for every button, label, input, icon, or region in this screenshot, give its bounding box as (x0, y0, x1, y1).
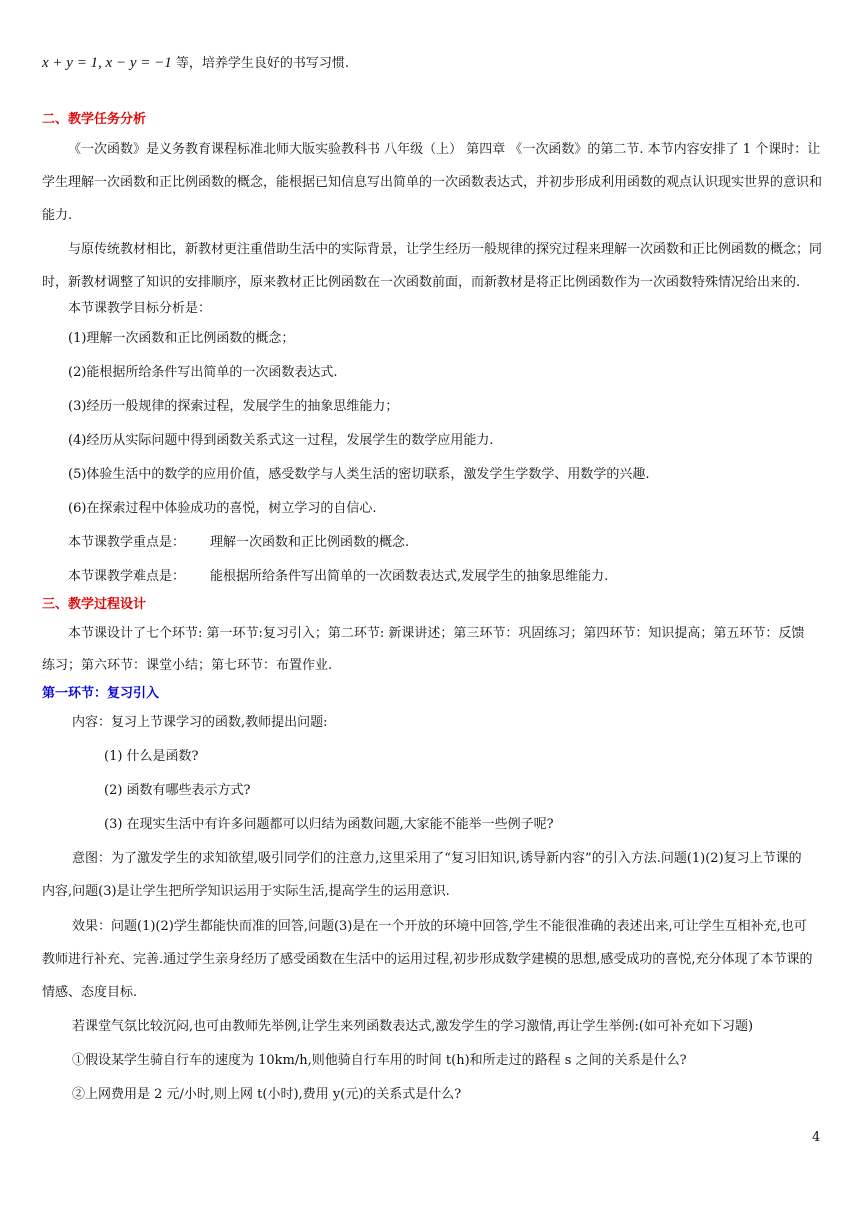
effect-line: 教师进行补充、完善.通过学生亲身经历了感受函数在生活中的运用过程,初步形成数学建模的思想,感受成功的喜悦,充分体现了本节课的 (42, 952, 813, 967)
intro-text: 等，培养学生良好的书写习惯. (175, 56, 350, 71)
goal-item: (6)在探索过程中体验成功的喜悦，树立学习的自信心. (68, 501, 377, 516)
example-item: ②上网费用是 2 元/小时,则上网 t(小时),费用 y(元)的关系式是什么? (72, 1087, 462, 1102)
goals-intro: 本节课教学目标分析是： (68, 301, 212, 316)
section-heading-process-design: 三、教学过程设计 (42, 597, 147, 612)
goal-item: (3)经历一般规律的探索过程，发展学生的抽象思维能力； (68, 399, 399, 414)
paragraph-line: 练习；第六环节：课堂小结；第七环节：布置作业. (42, 658, 333, 673)
intent-line: 意图：为了激发学生的求知欲望,吸引同学们的注意力,这里采用了“复习旧知识,诱导新内容”的引入方法.问题(1)(2)复习上节课的 (72, 851, 802, 866)
goal-item: (5)体验生活中的数学的应用价值，感受数学与人类生活的密切联系，激发学生学数学、用数学的兴趣. (68, 467, 650, 482)
question-item: (3) 在现实生活中有许多问题都可以归结为函数问题,大家能不能举一些例子呢? (104, 817, 554, 832)
extra-line: 若课堂气氛比较沉闷,也可由教师先举例,让学生来列函数表达式,激发学生的学习激情,再让学生举例:(如可补充如下习题) (72, 1019, 754, 1034)
effect-line: 效果：问题(1)(2)学生都能快而准的回答,问题(3)是在一个开放的环境中回答,学生不能很准确的表述出来,可让学生互相补充,也可 (72, 919, 807, 934)
paragraph-line: 学生理解一次函数和正比例函数的概念，能根据已知信息写出简单的一次函数表达式，并初步形成利用函数的观点认识现实世界的意识和 (42, 175, 823, 190)
intent-line: 内容,问题(3)是让学生把所学知识运用于实际生活,提高学生的运用意识. (42, 884, 450, 899)
difficulty-text: 能根据所给条件写出简单的一次函数表达式,发展学生的抽象思维能力. (210, 569, 609, 584)
intro-line (42, 54, 349, 73)
step1-heading: 第一环节：复习引入 (42, 686, 160, 701)
example-item: ①假设某学生骑自行车的速度为 10km/h,则他骑自行车用的时间 t(h)和所走过的路程 s 之间的关系是什么? (72, 1053, 687, 1068)
paragraph-line: 《一次函数》是义务教育课程标准北师大版实验教科书 八年级（上） 第四章 《一次函数》的第二节. 本节内容安排了 1 个课时：让 (68, 142, 821, 157)
step1-content: 内容：复习上节课学习的函数,教师提出问题: (72, 715, 328, 730)
effect-line: 情感、态度目标. (42, 985, 138, 1000)
paragraph-line: 本节课设计了七个环节: 第一环节:复习引入；第二环节: 新课讲述；第三环节：巩固练习；第四环节：知识提高；第五环节：反馈 (68, 626, 805, 641)
difficulty-label: 本节课教学难点是： (68, 569, 186, 584)
goal-item: (1)理解一次函数和正比例函数的概念； (68, 331, 295, 346)
goal-item: (4)经历从实际问题中得到函数关系式这一过程，发展学生的数学应用能力. (68, 433, 494, 448)
page-number: 4 (812, 1130, 821, 1145)
paragraph-line: 时，新教材调整了知识的安排顺序，原来教材正比例函数在一次函数前面，而新教材是将正比例函数作为一次函数特殊情况给出来的. (42, 275, 801, 290)
difficulty-line (68, 568, 608, 586)
goal-item: (2)能根据所给条件写出简单的一次函数表达式. (68, 365, 338, 380)
question-item: (2) 函数有哪些表示方式? (104, 783, 251, 798)
paragraph-line: 能力. (42, 208, 73, 223)
paragraph-line: 与原传统教材相比，新教材更注重借助生活中的实际背景，让学生经历一般规律的探究过程来理解一次函数和正比例函数的概念；同 (68, 242, 823, 257)
key-point-text: 理解一次函数和正比例函数的概念. (210, 535, 410, 550)
equation: x + y = 1, x − y = −1 (42, 55, 172, 71)
key-point-line (68, 534, 409, 552)
key-point-label: 本节课教学重点是： (68, 535, 186, 550)
question-item: (1) 什么是函数? (104, 749, 199, 764)
section-heading-task-analysis: 二、教学任务分析 (42, 112, 147, 127)
